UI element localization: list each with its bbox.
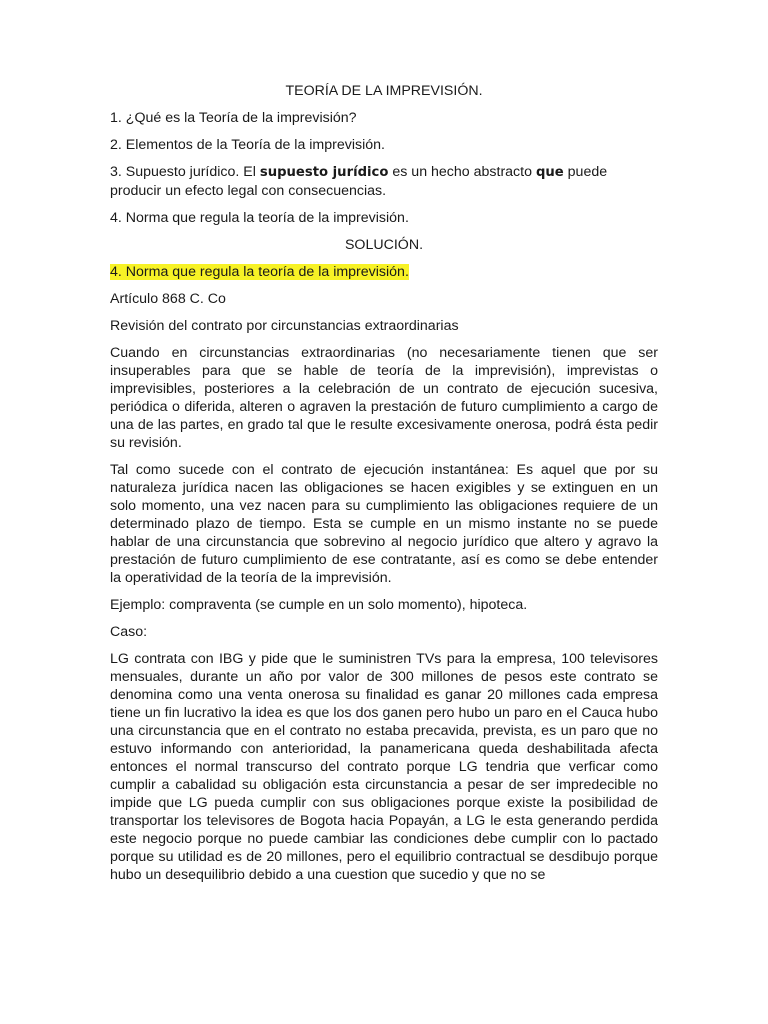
article-reference: Artículo 868 C. Co: [110, 291, 226, 307]
revision-title: Revisión del contrato por circunstancias extraordinarias: [110, 318, 459, 334]
document-page: [110, 82, 658, 893]
question-2: 2. Elementos de la Teoría de la imprevisión.: [110, 137, 385, 153]
caso-paragraph: LG contrata con IBG y pide que le suministren TVs para la empresa, 100 televisores mensuales, durante un año por valor de 300 millones de pesos este contrato se denomina como una venta onerosa su finalidad es ganar 20 millones cada empresa tiene un fin lucrativo la idea es que los dos ganen pero hubo un paro en el Cauca hubo una circunstancia que en el contrato no estaba precavida, prevista, es un paro que no estuvo informando con anterioridad, la panamericana queda deshabilitada afecta entonces el normal transcurso del contrato porque LG tendria que verficar como cumplir a cabalidad su obligación esta circunstancia a pesar de ser impredecible no impide que LG pueda cumplir con sus obligaciones porque existe la posibilidad de transportar los televisores de Bogota hacia Popayán, a LG le esta generando perdida este negocio porque no puede cambiar las condiciones debe cumplir con lo pactado porque su utilidad es de 20 millones, pero el equilibrio contractual se desdibujo porque hubo un desequilibrio debido a una cuestion que sucedio y que no se: [110, 651, 658, 883]
question-3-text: 3. Supuesto jurídico. El: [110, 164, 260, 180]
question-1: 1. ¿Qué es la Teoría de la imprevisión?: [110, 110, 357, 126]
solution-heading: SOLUCIÓN.: [344, 237, 424, 253]
question-4: 4. Norma que regula la teoría de la imprevisión.: [110, 210, 409, 226]
bold-term-que: que: [535, 165, 564, 180]
example-line: Ejemplo: compraventa (se cumple en un solo momento), hipoteca.: [110, 597, 528, 613]
paragraph-ejecucion: Tal como sucede con el contrato de ejecución instantánea: Es aquel que por su naturaleza jurídica nacen las obligaciones se hacen exigibles y se extinguen en un solo momento, una vez nacen para su cumplimiento las obligaciones requiere de un determinado plazo de tiempo. Esta se cumple en un mismo instante no se puede hablar de una circunstancia que sobrevino al negocio jurídico que altero y agravo la prestación de futuro cumplimiento de ese contratante, así es como se debe entender la operatividad de la teoría de la imprevisión.: [110, 462, 658, 586]
highlighted-text: 4. Norma que regula la teoría de la imprevisión.: [110, 264, 409, 280]
bold-term-supuesto: supuesto jurídico: [259, 165, 389, 180]
caso-label: Caso:: [110, 624, 148, 640]
question-3: [110, 163, 658, 200]
paragraph-circunstancias: Cuando en circunstancias extraordinarias (no necesariamente tienen que ser insuperables para que se hable de teoría de la imprevisión), imprevistas o imprevisibles, posteriores a la celebración de un contrato de ejecución sucesiva, periódica o diferida, alteren o agraven la prestación de futuro cumplimiento a cargo de una de las partes, en grado tal que le resulte excesivamente onerosa, podrá ésta pedir su revisión.: [110, 345, 658, 451]
question-3-text: puede producir un efecto legal con consecuencias.: [110, 164, 608, 199]
document-title: TEORÍA DE LA IMPREVISIÓN.: [285, 83, 483, 99]
question-3-text: es un hecho abstracto: [388, 164, 536, 180]
highlighted-line: [110, 263, 658, 281]
